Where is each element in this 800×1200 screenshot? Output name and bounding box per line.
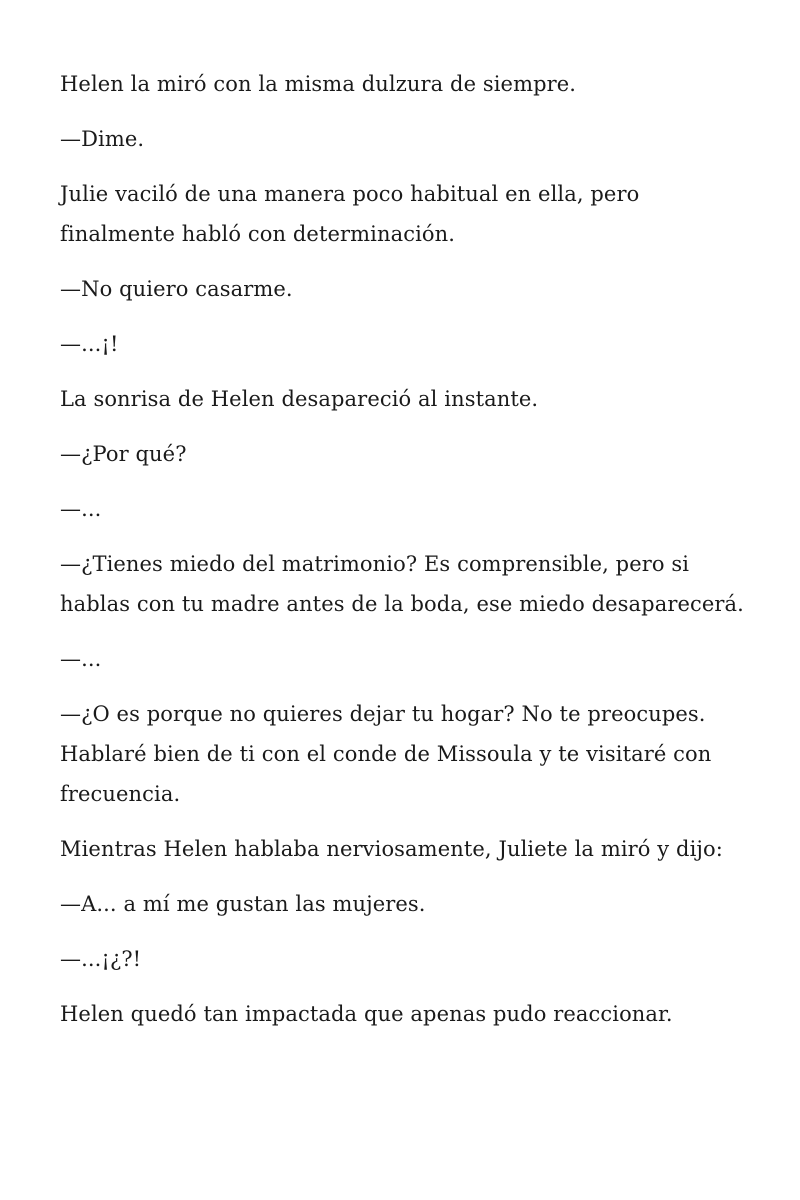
paragraph: —¿O es porque no quieres dejar tu hogar? No te preocupes. Hablaré bien de ti con el conde de Missoula y te visitaré con frecuencia. <box>60 702 712 806</box>
paragraph: —...¡! <box>60 332 119 356</box>
paragraph: —... <box>60 647 102 671</box>
paragraph: —No quiero casarme. <box>60 277 293 301</box>
paragraph: La sonrisa de Helen desapareció al instante. <box>60 387 539 411</box>
paragraph: —...¡¿?! <box>60 947 142 971</box>
paragraph: Helen quedó tan impactada que apenas pudo reaccionar. <box>60 1002 673 1026</box>
paragraph: —¿Por qué? <box>60 442 187 466</box>
paragraph: —A... a mí me gustan las mujeres. <box>60 892 426 916</box>
paragraph: —Dime. <box>60 127 145 151</box>
paragraph: Helen la miró con la misma dulzura de siempre. <box>60 72 577 96</box>
paragraph: Mientras Helen hablaba nerviosamente, Juliete la miró y dijo: <box>60 837 723 861</box>
paragraph: —... <box>60 497 102 521</box>
paragraph: Julie vaciló de una manera poco habitual en ella, pero finalmente habló con determinación. <box>60 182 640 246</box>
paragraph: —¿Tienes miedo del matrimonio? Es comprensible, pero si hablas con tu madre antes de la boda, ese miedo desaparecerá. <box>60 552 744 616</box>
reading-page <box>60 64 750 1049</box>
